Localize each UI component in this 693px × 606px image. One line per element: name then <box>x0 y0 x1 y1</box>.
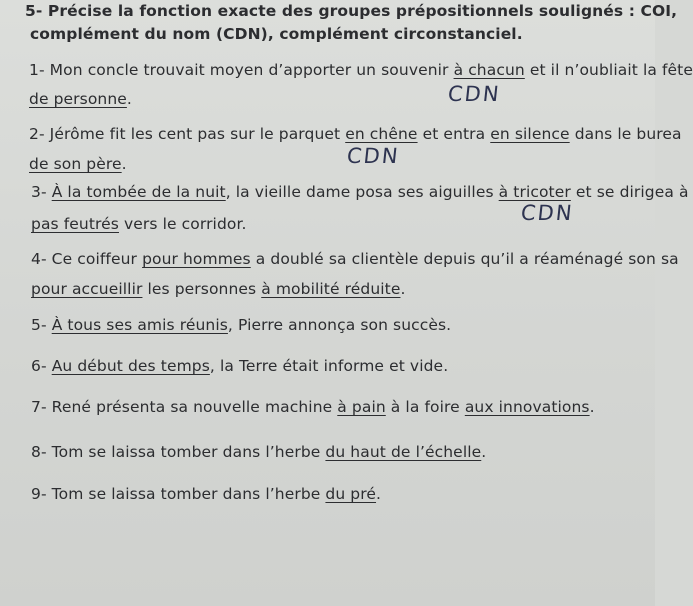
sentence-2-line-2: de son père. <box>29 155 127 173</box>
exercise-title-line-2: complément du nom (CDN), complément circonstanciel. <box>30 25 523 43</box>
underlined-group: de personne <box>29 90 127 108</box>
sentence-9: 9- Tom se laissa tomber dans l’herbe du pré. <box>31 485 382 503</box>
sentence-3-line-1: 3- À la tombée de la nuit, la vieille dame posa ses aiguilles à tricoter et se dirigea à <box>31 183 689 201</box>
sentence-5: 5- À tous ses amis réunis, Pierre annonça son succès. <box>31 316 452 334</box>
sentence-8: 8- Tom se laissa tomber dans l’herbe du haut de l’échelle. <box>31 443 487 461</box>
underlined-group: de son père <box>29 155 122 173</box>
underlined-group: pas feutrés <box>31 215 119 233</box>
sentence-1-line-1: 1- Mon concle trouvait moyen d’apporter un souvenir à chacun et il n’oubliait la fête <box>29 61 693 79</box>
underlined-group: du haut de l’échelle <box>325 443 482 461</box>
exercise-title-line-1: 5- Précise la fonction exacte des groupes prépositionnels soulignés : COI, <box>25 2 678 20</box>
underlined-group: Au début des temps <box>51 357 210 375</box>
underlined-group: pour accueillir <box>31 280 143 298</box>
handwritten-answer-2: CDN <box>345 144 401 168</box>
handwritten-answer-3: CDN <box>519 201 575 225</box>
underlined-group: à tricoter <box>498 183 571 201</box>
sentence-4-line-1: 4- Ce coiffeur pour hommes a doublé sa clientèle depuis qu’il a réaménagé son sa <box>31 250 679 268</box>
underlined-group: à chacun <box>453 61 525 79</box>
underlined-group: à pain <box>337 398 386 416</box>
sentence-3-line-2: pas feutrés vers le corridor. <box>31 215 247 233</box>
underlined-group: À la tombée de la nuit <box>51 183 226 201</box>
underlined-group: à mobilité réduite <box>261 280 401 298</box>
sentence-2-line-1: 2- Jérôme fit les cent pas sur le parquet en chêne et entra en silence dans le burea <box>29 125 682 143</box>
sentence-4-line-2: pour accueillir les personnes à mobilité réduite. <box>31 280 406 298</box>
handwritten-answer-1: CDN <box>446 82 502 106</box>
underlined-group: en silence <box>490 125 570 143</box>
sentence-1-line-2: de personne. <box>29 90 132 108</box>
underlined-group: À tous ses amis réunis <box>51 316 228 334</box>
underlined-group: en chêne <box>345 125 418 143</box>
underlined-group: du pré <box>325 485 377 503</box>
sentence-6: 6- Au début des temps, la Terre était informe et vide. <box>31 357 449 375</box>
sentence-7: 7- René présenta sa nouvelle machine à pain à la foire aux innovations. <box>31 398 595 416</box>
underlined-group: pour hommes <box>142 250 251 268</box>
underlined-group: aux innovations <box>464 398 590 416</box>
